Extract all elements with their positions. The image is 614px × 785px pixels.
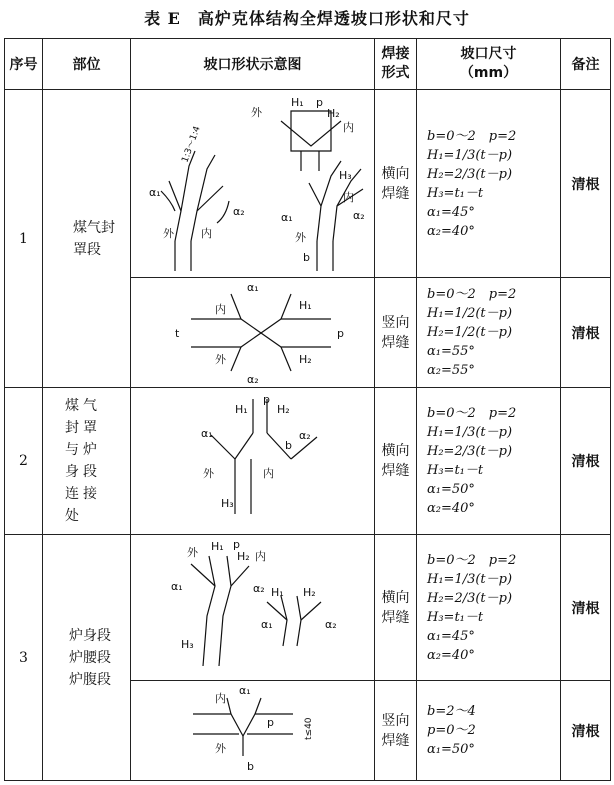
header-weld-form: 焊接形式 (375, 39, 417, 90)
row-index: 2 (5, 388, 43, 535)
label-h1: H₁ (299, 298, 312, 312)
header-diagram: 坡口形状示意图 (131, 39, 375, 90)
label-outer: 外 (215, 741, 226, 755)
weld-form: 竖向焊缝 (375, 681, 417, 781)
weld-form: 横向焊缝 (375, 535, 417, 681)
label-h2-right: H₂ (303, 585, 316, 599)
dim-line: b=0～2 p=2 (427, 406, 517, 421)
row-part: 煤气封罩段 (43, 90, 131, 388)
dim-line: H₁=1/3(t－p) (427, 571, 513, 587)
table-row (5, 535, 611, 681)
dim-line: α₂=40° (427, 223, 475, 239)
label-h1: H₁ (291, 95, 304, 109)
label-b: b (303, 250, 310, 264)
label-alpha1: α₁ (247, 280, 259, 294)
diagram-cell (131, 535, 375, 681)
label-inner: 内 (263, 466, 274, 480)
row-part: 炉身段炉腰段炉腹段 (43, 535, 131, 781)
dim-line: α₁=50° (427, 742, 475, 757)
diagram-cell (131, 388, 375, 535)
dims-cell (417, 535, 561, 681)
dim-line: H₃=t₁－t (427, 185, 484, 201)
label-alpha2: α₂ (253, 581, 265, 595)
label-outer: 外 (163, 226, 174, 240)
dim-line: α₁=45° (427, 628, 475, 644)
dim-line: α₂=40° (427, 647, 475, 663)
label-outer: 外 (187, 545, 198, 559)
diagram-cell (131, 278, 375, 388)
note-cell: 清根 (561, 90, 611, 278)
label-inner: 内 (215, 691, 226, 705)
groove-diagram-3a (131, 536, 375, 680)
label-b: b (247, 759, 254, 773)
label-alpha2-right: α₂ (353, 208, 365, 222)
groove-table (4, 38, 611, 781)
label-alpha1: α₁ (201, 426, 213, 440)
weld-form: 横向焊缝 (375, 90, 417, 278)
dim-line: p=0～2 (427, 723, 476, 738)
row-part: 煤气封罩与炉身段连接处 (43, 388, 131, 535)
weld-form: 竖向焊缝 (375, 278, 417, 388)
label-outer-top: 外 (251, 105, 262, 119)
label-inner-right: 内 (343, 190, 354, 204)
groove-diagram-1b (131, 279, 375, 387)
dim-line: b=2～4 (427, 704, 476, 719)
label-h3: H₃ (221, 496, 234, 510)
groove-diagram-3b (131, 682, 375, 780)
label-h3: H₃ (339, 168, 352, 182)
label-h2: H₂ (277, 402, 290, 416)
dim-line: H₁=1/2(t－p) (427, 306, 513, 321)
header-index: 序号 (5, 39, 43, 90)
label-p: p (233, 537, 240, 551)
label-alpha1: α₁ (171, 579, 183, 593)
label-p: p (316, 95, 323, 109)
label-b: b (285, 438, 292, 452)
dim-line: H₂=2/3(t－p) (427, 590, 513, 606)
dim-line: b=0～2 p=2 (427, 552, 517, 568)
note-cell: 清根 (561, 535, 611, 681)
table-title: 表 E 高炉克体结构全焊透坡口形状和尺寸 (144, 9, 470, 28)
label-h2: H₂ (237, 549, 250, 563)
label-h1: H₁ (235, 402, 248, 416)
dim-line: α₁=45° (427, 204, 475, 220)
label-alpha1: α₁ (239, 683, 251, 697)
dims-cell (417, 681, 561, 781)
label-p: p (267, 715, 274, 729)
label-inner-top: 内 (343, 120, 354, 134)
label-inner: 内 (201, 226, 212, 240)
label-slope: 1:3～1:4 (180, 124, 203, 164)
dim-line: H₃=t₁－t (427, 463, 484, 478)
table-row (5, 90, 611, 278)
label-outer: 外 (203, 466, 214, 480)
dim-line: H₁=1/3(t－p) (427, 147, 513, 163)
label-alpha2: α₂ (247, 372, 259, 386)
dim-line: H₂=2/3(t－p) (427, 444, 513, 459)
label-alpha1-right: α₁ (261, 617, 273, 631)
dim-line: α₂=55° (427, 363, 475, 378)
groove-diagram-1a (131, 91, 375, 277)
dim-line: α₂=40° (427, 501, 475, 516)
label-t: t (175, 326, 180, 340)
label-h1: H₁ (211, 539, 224, 553)
label-h2: H₂ (327, 106, 340, 120)
note-cell: 清根 (561, 278, 611, 388)
diagram-cell (131, 681, 375, 781)
table-row (5, 388, 611, 535)
dims-cell (417, 278, 561, 388)
label-h2: H₂ (299, 352, 312, 366)
row-index: 1 (5, 90, 43, 388)
header-dims: 坡口尺寸（mm） (417, 39, 561, 90)
dim-line: b=0～2 p=2 (427, 128, 517, 144)
groove-diagram-2 (131, 389, 375, 534)
label-t-le-40: t≤40 (304, 716, 314, 740)
dims-cell (417, 90, 561, 278)
label-p: p (337, 326, 344, 340)
note-cell: 清根 (561, 681, 611, 781)
row-index: 3 (5, 535, 43, 781)
header-note: 备注 (561, 39, 611, 90)
dim-line: b=0～2 p=2 (427, 287, 517, 302)
label-alpha2: α₂ (233, 204, 245, 218)
label-alpha2: α₂ (299, 428, 311, 442)
diagram-cell (131, 90, 375, 278)
label-h1-right: H₁ (271, 585, 284, 599)
dims-cell (417, 388, 561, 535)
label-alpha2-right: α₂ (325, 617, 337, 631)
label-inner: 内 (255, 549, 266, 563)
label-h3: H₃ (181, 637, 194, 651)
dim-line: H₂=1/2(t－p) (427, 325, 513, 340)
dim-line: H₂=2/3(t－p) (427, 166, 513, 182)
dim-line: H₁=1/3(t－p) (427, 425, 513, 440)
dim-line: α₁=55° (427, 344, 475, 359)
header-row (5, 39, 611, 90)
label-alpha1: α₁ (149, 185, 161, 199)
dim-line: H₃=t₁－t (427, 609, 484, 625)
note-cell: 清根 (561, 388, 611, 535)
label-outer: 外 (215, 352, 226, 366)
header-part: 部位 (43, 39, 131, 90)
label-alpha1-right: α₁ (281, 210, 293, 224)
label-p: p (263, 392, 270, 406)
label-outer-right: 外 (295, 230, 306, 244)
label-inner: 内 (215, 302, 226, 316)
weld-form: 横向焊缝 (375, 388, 417, 535)
dim-line: α₁=50° (427, 482, 475, 497)
